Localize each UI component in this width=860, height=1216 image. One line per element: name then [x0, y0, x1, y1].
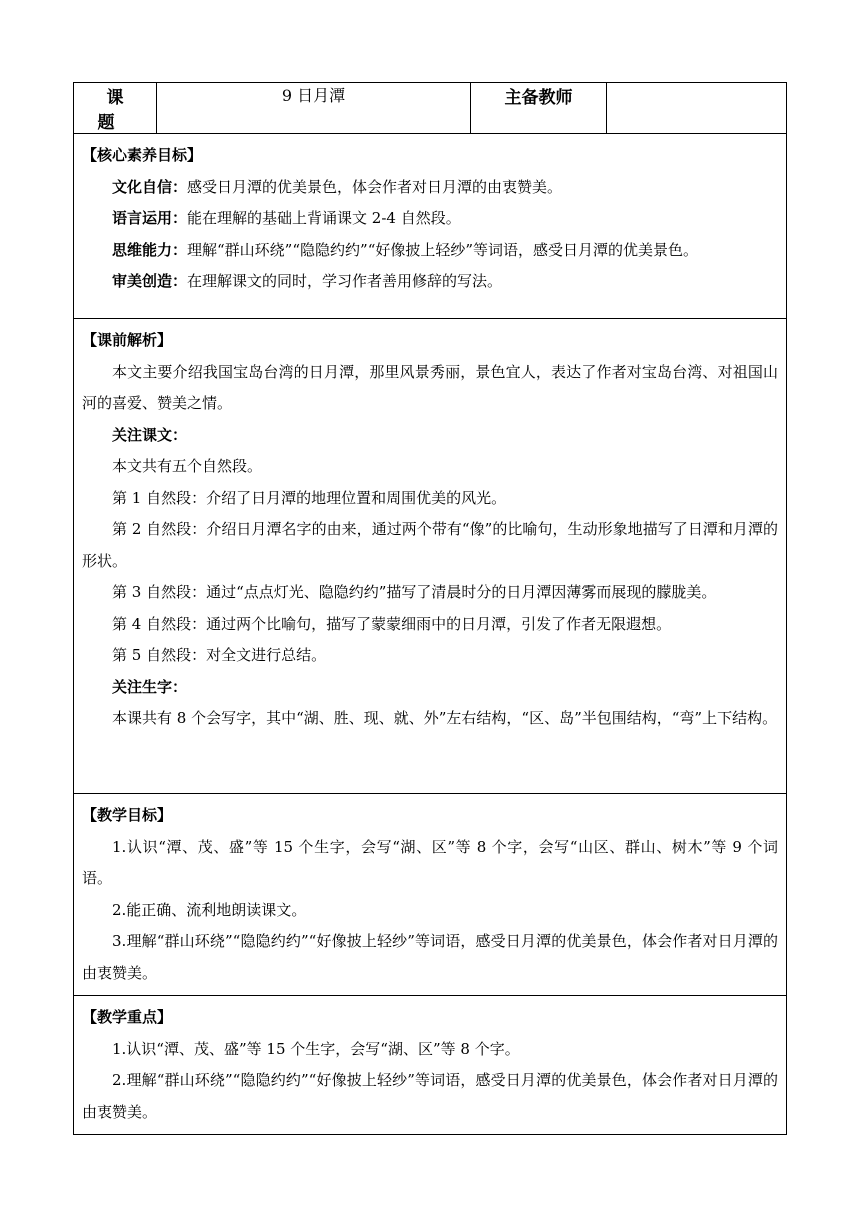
teaching-goals-row — [74, 794, 787, 996]
analysis-intro: 本文主要介绍我国宝岛台湾的日月潭，那里风景秀丽，景色宜人，表达了作者对宝岛台湾、对祖国山河的喜爱、赞美之情。 — [82, 362, 778, 412]
teaching-goal-item: 3.理解“群山环绕”“隐隐约约”“好像披上轻纱”等词语，感受日月潭的优美景色，体会作者对日月潭的由衷赞美。 — [82, 932, 778, 982]
teaching-goals-section — [74, 794, 787, 996]
header-row — [74, 83, 787, 134]
teaching-goal-item: 2.能正确、流利地朗读课文。 — [112, 900, 307, 919]
char-heading: 关注生字： — [112, 677, 188, 696]
teacher-label: 主备教师 — [471, 83, 607, 134]
core-item-label: 语言运用： — [112, 209, 188, 227]
core-item-text: 感受日月潭的优美景色，体会作者对日月潭的由衷赞美。 — [187, 177, 563, 196]
teaching-focus-section — [74, 996, 787, 1135]
core-goals-row — [74, 134, 787, 319]
analysis-paragraph: 第 4 自然段：通过两个比喻句，描写了蒙蒙细雨中的日月潭，引发了作者无限遐想。 — [112, 614, 672, 633]
core-item-text: 理解“群山环绕”“隐隐约约”“好像披上轻纱”等词语，感受日月潭的优美景色。 — [187, 240, 699, 259]
teaching-focus-row — [74, 996, 787, 1135]
analysis-title: 【课前解析】 — [82, 331, 173, 349]
analysis-section — [74, 319, 787, 794]
teacher-value — [607, 83, 787, 134]
analysis-paragraph: 第 5 自然段：对全文进行总结。 — [112, 646, 327, 664]
core-item — [82, 172, 778, 204]
teaching-goal-item: 1.认识“潭、茂、盛”等 15 个生字，会写“湖、区”等 8 个字，会写“山区、群山、树木”等 9 个词语。 — [82, 837, 778, 887]
core-item-text: 能在理解的基础上背诵课文 2-4 自然段。 — [187, 209, 461, 227]
core-item-label: 文化自信： — [112, 177, 188, 196]
analysis-paragraph: 第 3 自然段：通过“点点灯光、隐隐约约”描写了清晨时分的日月潭因薄雾而展现的朦胧美。 — [112, 583, 717, 601]
core-item-text: 在理解课文的同时，学习作者善用修辞的写法。 — [187, 272, 503, 290]
analysis-paragraph: 第 2 自然段：介绍日月潭名字的由来，通过两个带有“像”的比喻句，生动形象地描写了日潭和月潭的形状。 — [82, 520, 778, 570]
char-text: 本课共有 8 个会写字，其中“湖、胜、现、就、外”左右结构，“区、岛”半包围结构，“弯”上下结构。 — [112, 709, 778, 727]
analysis-paragraph: 第 1 自然段：介绍了日月潭的地理位置和周围优美的风光。 — [112, 488, 507, 507]
teaching-focus-item: 1.认识“潭、茂、盛”等 15 个生字，会写“湖、区”等 8 个字。 — [112, 1039, 520, 1058]
core-goals-title: 【核心素养目标】 — [82, 146, 203, 164]
core-item — [82, 235, 778, 267]
analysis-row — [74, 319, 787, 794]
lesson-plan-page — [73, 82, 786, 1135]
topic-value: 9 日月潭 — [157, 83, 471, 134]
topic-label: 课题 — [74, 83, 157, 134]
core-item-label: 思维能力： — [112, 240, 188, 259]
lesson-plan-table — [73, 82, 787, 1135]
analysis-paragraph: 本文共有五个自然段。 — [112, 457, 263, 475]
core-item — [82, 203, 778, 235]
core-item — [82, 266, 778, 298]
teaching-focus-title: 【教学重点】 — [82, 1008, 173, 1026]
core-item-label: 审美创造： — [112, 272, 188, 290]
core-goals-section — [74, 134, 787, 319]
teaching-goals-title: 【教学目标】 — [82, 806, 173, 824]
teaching-focus-item: 2.理解“群山环绕”“隐隐约约”“好像披上轻纱”等词语，感受日月潭的优美景色，体会作者对日月潭的由衷赞美。 — [82, 1071, 778, 1121]
text-heading: 关注课文： — [112, 425, 188, 444]
